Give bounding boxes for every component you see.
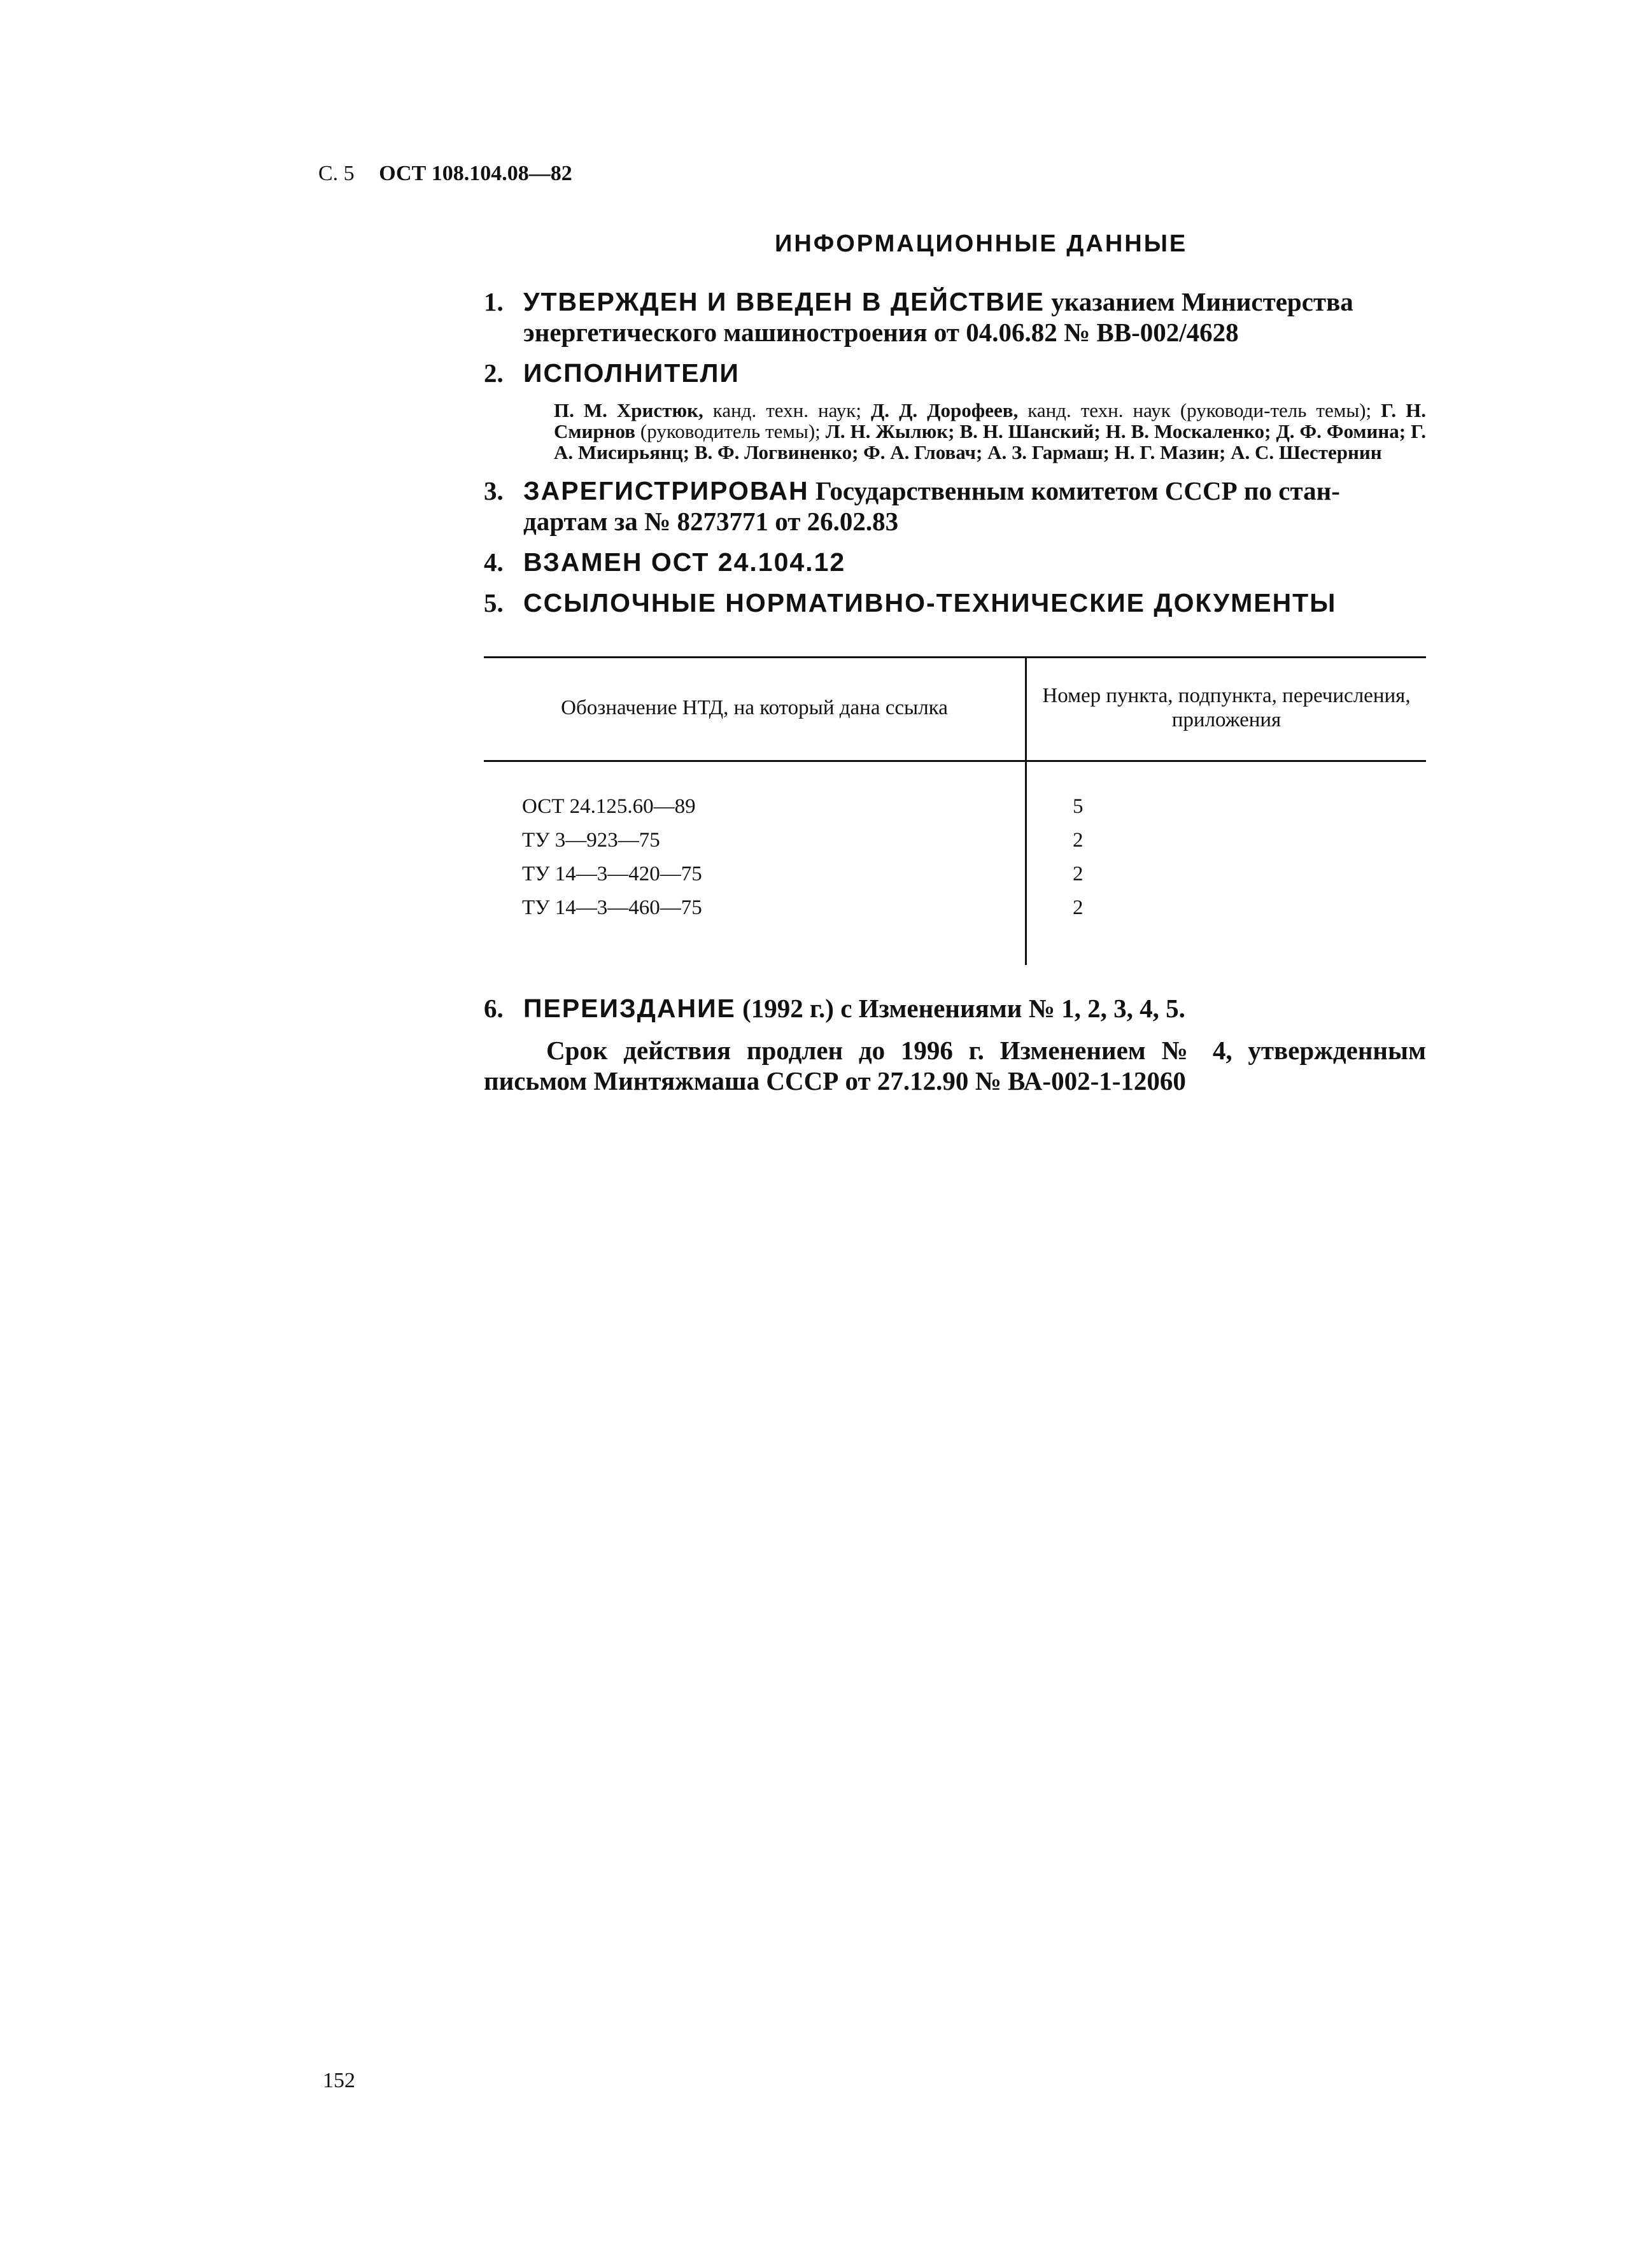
cell-document: ТУ 14—3—460—75 (484, 892, 1026, 965)
cell-document: ТУ 14—3—420—75 (484, 859, 1026, 892)
info-content (484, 286, 1426, 1096)
table-row (484, 892, 1426, 965)
cell-document: ТУ 3—923—75 (484, 825, 1026, 859)
cell-clause: 2 (1073, 829, 1084, 852)
references-table (484, 656, 1426, 965)
item-number: 2. (484, 358, 504, 388)
item-text-continued: дартам за № 8273771 от 26.02.83 (523, 507, 899, 536)
column-header-clause: Номер пункта, подпункта, перечисления, приложения (1026, 658, 1427, 761)
extension-note: Срок действия продлен до 1996 г. Изменением № 4, утвержденным письмом Минтяжмаша СССР от 27.12.90 № ВА-002-1-12060 (484, 1036, 1426, 1095)
performer-names: Л. Н. Жылюк; В. Н. Шанский; Н. В. Москаленко; Д. Ф. Фомина; Г. А. Мисирьянц; В. Ф. Логвиненко; Ф. А. Гловач; А. З. Гармаш; Н. Г. Мазин; А. С. Шестернин (554, 420, 1426, 463)
column-header-document: Обозначение НТД, на который дана ссылка (484, 658, 1026, 761)
item-heading: ИСПОЛНИТЕЛИ (523, 358, 740, 388)
doc-code: ОСТ 108.104.08—82 (379, 162, 572, 185)
item-replaces (484, 547, 1426, 577)
item-text: (1992 г.) с Изменениями № 1, 2, 3, 4, 5. (742, 994, 1185, 1023)
table-row (484, 825, 1426, 859)
item-heading: ВЗАМЕН ОСТ 24.104.12 (523, 547, 846, 577)
item-performers (484, 358, 1426, 388)
item-number: 3. (484, 476, 504, 505)
performers-list (554, 400, 1426, 463)
performer-role: канд. техн. наук (руководи-тель темы); (1018, 399, 1381, 421)
item-heading: ПЕРЕИЗДАНИЕ (523, 994, 736, 1023)
performer-role: канд. техн. наук; (703, 399, 871, 421)
table-row (484, 761, 1426, 826)
item-text-continued: энергетического машиностроения от 04.06.82 № ВВ-002/4628 (523, 318, 1239, 347)
table-header-row (484, 658, 1426, 761)
page-header (318, 162, 572, 186)
item-reissue (484, 993, 1426, 1024)
item-number: 5. (484, 588, 504, 617)
item-text: указанием Министерства (1051, 287, 1353, 316)
performer-role: (руководитель темы); (635, 420, 826, 442)
page-label: С. 5 (318, 162, 355, 185)
performer-name: Д. Д. Дорофеев, (870, 399, 1019, 421)
cell-clause: 2 (1073, 863, 1084, 885)
item-number: 1. (484, 287, 504, 316)
item-references (484, 588, 1426, 618)
item-heading: ЗАРЕГИСТРИРОВАН (523, 476, 809, 505)
table-row (484, 859, 1426, 892)
cell-clause: 5 (1073, 795, 1084, 818)
item-heading: УТВЕРЖДЕН И ВВЕДЕН В ДЕЙСТВИЕ (523, 287, 1045, 316)
cell-clause: 2 (1073, 896, 1084, 919)
item-number: 4. (484, 547, 504, 577)
item-registered (484, 475, 1426, 537)
item-approved (484, 286, 1426, 348)
item-number: 6. (484, 994, 504, 1023)
performer-name: Г. Н. Смирнов (554, 399, 1426, 442)
section-title: ИНФОРМАЦИОННЫЕ ДАННЫЕ (775, 230, 1188, 257)
cell-document: ОСТ 24.125.60—89 (484, 761, 1026, 826)
performer-name: П. М. Христюк, (554, 399, 703, 421)
page-number: 152 (323, 2069, 355, 2092)
item-text: Государственным комитетом СССР по стан- (815, 476, 1340, 505)
item-heading: ССЫЛОЧНЫЕ НОРМАТИВНО-ТЕХНИЧЕСКИЕ ДОКУМЕНТЫ (523, 588, 1337, 617)
